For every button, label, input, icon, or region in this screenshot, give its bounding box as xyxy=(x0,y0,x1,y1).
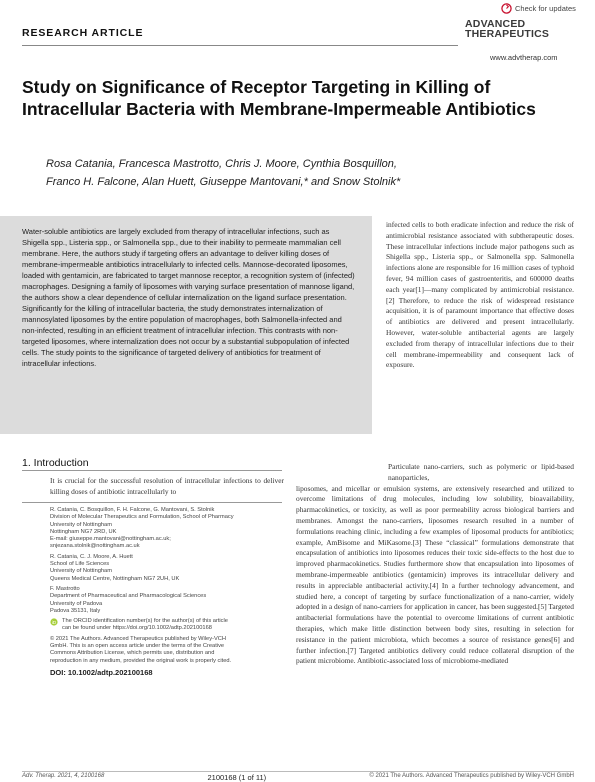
orcid-link[interactable]: can be found under https://doi.org/10.1002/adtp.202100168 xyxy=(62,625,212,632)
affiliation-line: R. Catania, C. Bosquillon, F. H. Falcone, G. Mantovani, S. Stolnik xyxy=(50,507,215,513)
section-heading-introduction: 1. Introduction xyxy=(22,457,89,469)
page-footer xyxy=(22,773,574,782)
affiliation-line: R. Catania, C. J. Moore, A. Huett xyxy=(50,553,133,560)
footer-copyright: © 2021 The Authors. Advanced Therapeutics published by Wiley-VCH GmbH xyxy=(369,773,574,779)
check-for-updates-label: Check for updates xyxy=(515,4,576,13)
email-line[interactable]: E-mail: giuseppe.mantovani@nottingham.ac.uk; xyxy=(50,536,171,543)
license-line: GmbH. This is an open access article under the terms of the Creative xyxy=(50,643,225,650)
intro-text: It is crucial for the successful resolution of intracellular infections to deliver killing doses of antibiotic intracellularly to xyxy=(50,476,284,496)
email-line[interactable]: snjezana.stolnik@nottingham.ac.uk xyxy=(50,543,140,550)
abstract-text: Water-soluble antibiotics are largely excluded from therapy of intracellular infections, such as Shigella spp., Listeria spp., or Salmonella spp., due to their inability to permeate mammalian cell membrane. Here, the authors study if targeting offers an advantage to deliver killing doses of membrane-impermeable antibiotics intracellularly to infected cells. Mannose-decorated liposomes, loaded with gentamicin, are fabricated to target mannose receptor, a recognition system of (infected) macrophages. Designing a family of liposomes with varying surface presentation of mannose ligand, the authors show a clear dependence of cellular internalization on the ligand surface presentation. Significantly for the killing of intracellular bacteria, the study demonstrates internalization of mannosylated liposomes by the entire population of macrophages, both Salmonella-infected and non-infected, resulting in an efficient treatment of intracellular infection. This contrasts with non-targeted liposomes, where internalization does not occur by a substantial subpopulation of infected cells. The study points to the significance of targeted delivery of antibiotics for treatment of intracellular infections. xyxy=(22,227,355,368)
svg-text:iD: iD xyxy=(51,620,57,626)
refresh-icon xyxy=(501,3,512,14)
journal-logo xyxy=(465,19,549,39)
logo-line-1: ADVANCED xyxy=(465,18,526,30)
affiliation-line: University of Nottingham xyxy=(50,568,112,575)
footer-divider xyxy=(22,771,574,772)
affiliation-line: University of Padova xyxy=(50,600,103,607)
affiliation-line: Department of Pharmaceutical and Pharmacological Sciences xyxy=(50,593,207,600)
affiliation-line: University of Nottingham xyxy=(50,521,112,528)
orcid-note xyxy=(50,618,284,633)
license-line: reproduction in any medium, provided the original work is properly cited. xyxy=(50,657,232,664)
footer-page-number: 2100168 (1 of 11) xyxy=(207,773,267,782)
affiliation-divider xyxy=(22,502,282,503)
section-label: RESEARCH ARTICLE xyxy=(22,27,144,39)
doi[interactable]: DOI: 10.1002/adtp.202100168 xyxy=(50,667,153,677)
affiliation-line: Queens Medical Centre, Nottingham NG7 2UH, UK xyxy=(50,575,180,582)
abstract-box xyxy=(0,216,372,434)
affiliation-line: Padova 35131, Italy xyxy=(50,607,101,614)
authors-line-1: Rosa Catania, Francesca Mastrotto, Chris J. Moore, Cynthia Bosquillon, xyxy=(46,158,397,170)
check-for-updates-badge[interactable] xyxy=(501,2,593,15)
intro-divider xyxy=(22,470,282,471)
affiliation-line: F. Mastrotto xyxy=(50,585,80,592)
license-line: © 2021 The Authors. Advanced Therapeutics published by Wiley-VCH xyxy=(50,635,226,642)
license-line: Commons Attribution License, which permits use, distribution and xyxy=(50,650,215,657)
logo-line-2: THERAPEUTICS xyxy=(465,28,550,40)
paragraph-start: Particulate nano-carriers, such as polymeric or lipid-based nanoparticles, xyxy=(388,462,574,482)
body-text-right-wide xyxy=(296,462,574,667)
footer-journal: Adv. Therap. 2021, 4, 2100168 xyxy=(22,773,105,779)
affiliation-line: School of Life Sciences xyxy=(50,561,110,568)
paragraph-body: liposomes, and micellar or emulsion systems, are extensively researched and utilized to overcome limitations of drug molecules, including low solubility, bioavailability, pharmacokinetics, or toxicity, as well as poor permeability across biological barriers and membranes. Amongst the nano-carriers, liposomes research resulted in a number of formulations reaching clinic, including a few examples of liposomal products for antibiotics; example, AmBisome and MiKasome.[3] These “classical” formulations demonstrate that encapsulation of antibiotics into liposomes reduces their toxic side-effects to the host due to improved pharmacokinetics. Studies furthermore show that encapsulation into liposomes of membrane-impermeable antibiotics (gentamicin) improves its intracellular delivery and results in appreciable antibacterial activity.[4] In a further technology advancement, and studied here, a concept of targeting by surface functionalization of a nano-carrier, widely adopted in a design of nano-carriers for application in cancer, has been suggested.[5] Targeted antibacterial formulations have the potential to overcome limitations of current antibiotic therapies, which make little distinction between body sites, resulting in selection for resistance in the patient microbiota, which becomes a source of resistance genes[6] and further infection.[7] Targeted antibiotics delivery could reduce collateral disruption of the patient microbiome. Antibiotic-associated loss of microbiome-mediated xyxy=(296,483,574,666)
authors-line-2: Franco H. Falcone, Alan Huett, Giuseppe Mantovani,* and Snow Stolnik* xyxy=(46,176,401,188)
affiliation-line: Division of Molecular Therapeutics and Formulation, School of Pharmacy xyxy=(50,514,234,521)
body-text-right-top: infected cells to both eradicate infection and reduce the risk of antimicrobial resistance associated with subtherapeutic doses. These intracellular infections include major pathogens such as Shigella spp., Listeria spp., or Salmonella spp. Salmonella infections alone are responsible for 16 million cases of typhoid fever, 94 million cases of gastroenteritis, and 600000 deaths each year[1]—many complicated by antimicrobial resistance.[2] Therefore, to reduce the risk of widespread resistance acquisition, it is of paramount importance that effective doses of antibiotics are delivered and present intracellularly. However, water-soluble antibacterial agents are largely excluded from therapy of intracellular infections due to their cell membrane-impermeability and consequent lack of exposure. xyxy=(386,220,574,370)
header-divider xyxy=(22,45,458,46)
affiliation-line: Nottingham NG7 2RD, UK xyxy=(50,528,117,535)
article-title: Study on Significance of Receptor Targeting in Killing of Intracellular Bacteria with Membrane-Impermeable Antibiotics xyxy=(22,77,536,119)
author-list xyxy=(46,155,546,191)
affiliations xyxy=(50,507,284,678)
orcid-icon xyxy=(50,618,58,626)
journal-url[interactable]: www.advtherap.com xyxy=(490,53,558,62)
orcid-line: The ORCID identification number(s) for the author(s) of this article xyxy=(62,618,228,625)
